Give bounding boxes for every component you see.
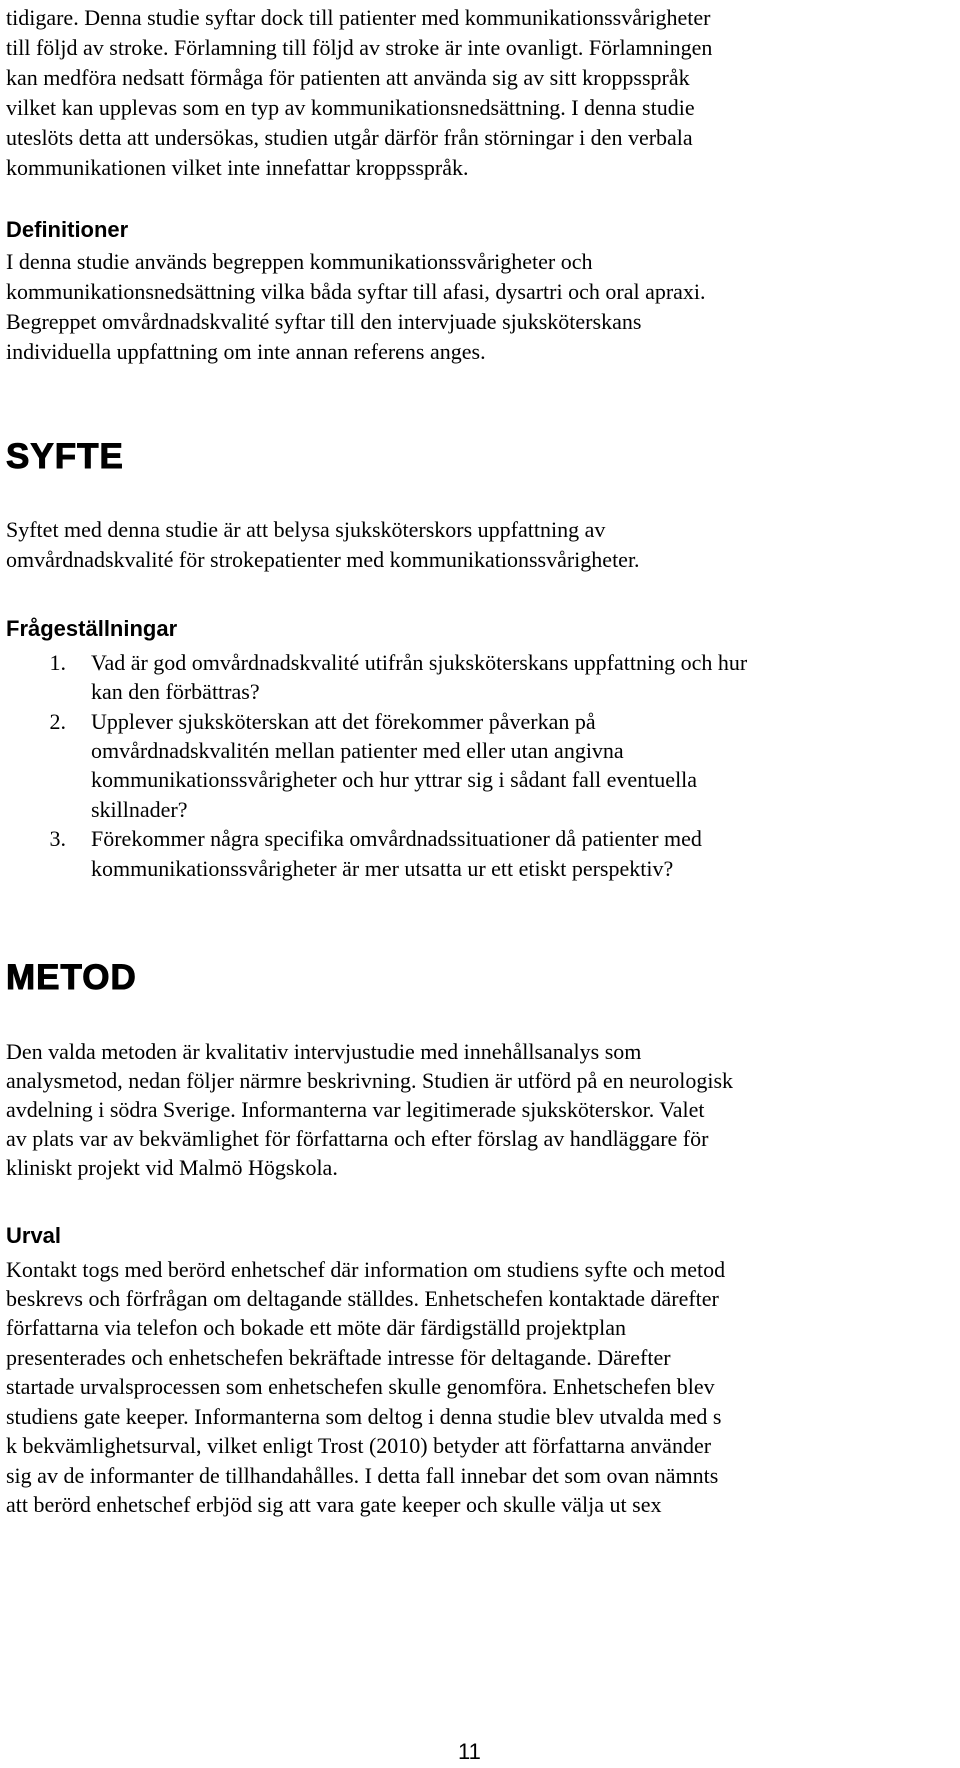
urval-line: beskrevs och förfrågan om deltagande ställdes. Enhetschefen kontaktade därefter bbox=[6, 1286, 719, 1311]
intro-line: kommunikationen vilket inte innefattar kroppsspråk. bbox=[6, 155, 469, 180]
list-item-line: Vad är god omvårdnadskvalité utifrån sjuksköterskans uppfattning och hur bbox=[91, 650, 748, 675]
list-item-line: kommunikationssvårigheter och hur yttrar sig i sådant fall eventuella bbox=[91, 767, 698, 792]
list-item-line: skillnader? bbox=[91, 797, 188, 822]
definitioner-heading: Definitioner bbox=[6, 217, 129, 242]
metod-heading: METOD bbox=[6, 958, 137, 997]
metod-line: kliniskt projekt vid Malmö Högskola. bbox=[6, 1155, 338, 1180]
syfte-line: Syftet med denna studie är att belysa sjuksköterskors uppfattning av bbox=[6, 517, 606, 542]
list-item-line: kan den förbättras? bbox=[91, 679, 260, 704]
urval-line: startade urvalsprocessen som enhetschefen skulle genomföra. Enhetschefen blev bbox=[6, 1374, 715, 1399]
page-number: 11 bbox=[458, 1739, 481, 1764]
definitioner-line: kommunikationsnedsättning vilka båda syftar till afasi, dysartri och oral apraxi. bbox=[6, 279, 706, 304]
list-item-number: 1. bbox=[49, 650, 66, 675]
intro-line: uteslöts detta att undersökas, studien utgår därför från störningar i den verbala bbox=[6, 125, 693, 150]
metod-line: avdelning i södra Sverige. Informanterna var legitimerade sjuksköterskor. Valet bbox=[6, 1097, 705, 1122]
syfte-line: omvårdnadskvalité för strokepatienter med kommunikationssvårigheter. bbox=[6, 547, 640, 572]
fragestallningar-heading: Frågeställningar bbox=[6, 616, 178, 641]
definitioner-line: individuella uppfattning om inte annan referens anges. bbox=[6, 339, 486, 364]
intro-line: kan medföra nedsatt förmåga för patienten att använda sig av sitt kroppsspråk bbox=[6, 65, 690, 90]
metod-line: Den valda metoden är kvalitativ intervjustudie med innehållsanalys som bbox=[6, 1039, 642, 1064]
metod-line: av plats var av bekvämlighet för författarna och efter förslag av handläggare för bbox=[6, 1126, 709, 1151]
urval-line: Kontakt togs med berörd enhetschef där information om studiens syfte och metod bbox=[6, 1257, 726, 1282]
list-item-line: Upplever sjuksköterskan att det förekommer påverkan på bbox=[91, 709, 596, 734]
metod-line: analysmetod, nedan följer närmre beskrivning. Studien är utförd på en neurologisk bbox=[6, 1068, 734, 1093]
urval-line: studiens gate keeper. Informanterna som deltog i denna studie blev utvalda med s bbox=[6, 1404, 722, 1429]
definitioner-line: I denna studie används begreppen kommunikationssvårigheter och bbox=[6, 249, 593, 274]
list-item-number: 2. bbox=[49, 709, 66, 734]
list-item-line: kommunikationssvårigheter är mer utsatta ur ett etiskt perspektiv? bbox=[91, 856, 674, 881]
urval-line: k bekvämlighetsurval, vilket enligt Trost (2010) betyder att författarna använder bbox=[6, 1433, 712, 1458]
urval-line: författarna via telefon och bokade ett möte där färdigställd projektplan bbox=[6, 1315, 627, 1340]
intro-line: vilket kan upplevas som en typ av kommunikationsnedsättning. I denna studie bbox=[6, 95, 695, 120]
intro-line: tidigare. Denna studie syftar dock till patienter med kommunikationssvårigheter bbox=[6, 5, 711, 30]
urval-line: att berörd enhetschef erbjöd sig att vara gate keeper och skulle välja ut sex bbox=[6, 1492, 662, 1517]
urval-line: sig av de informanter de tillhandahålles. I detta fall innebar det som ovan nämnts bbox=[6, 1463, 719, 1488]
list-item-line: omvårdnadskvalitén mellan patienter med eller utan angivna bbox=[91, 738, 624, 763]
intro-line: till följd av stroke. Förlamning till följd av stroke är inte ovanligt. Förlamningen bbox=[6, 35, 713, 60]
list-item-line: Förekommer några specifika omvårdnadssituationer då patienter med bbox=[91, 826, 702, 851]
urval-heading: Urval bbox=[6, 1223, 62, 1248]
urval-line: presenterades och enhetschefen bekräftade intresse för deltagande. Därefter bbox=[6, 1345, 671, 1370]
definitioner-line: Begreppet omvårdnadskvalité syftar till den intervjuade sjuksköterskans bbox=[6, 309, 642, 334]
syfte-heading: SYFTE bbox=[6, 437, 124, 476]
list-item-number: 3. bbox=[49, 826, 66, 851]
